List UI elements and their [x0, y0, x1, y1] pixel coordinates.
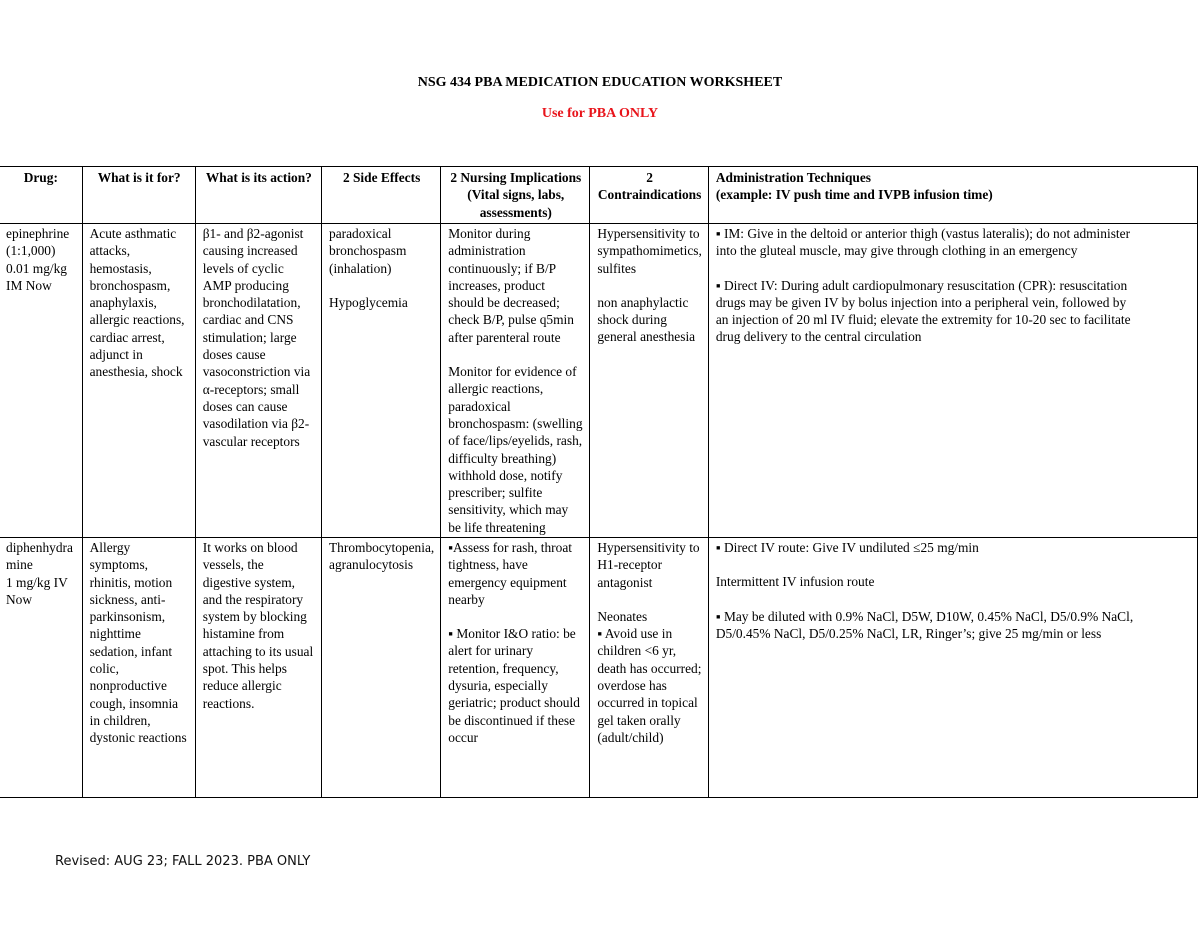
- drug-cell: [0, 538, 82, 798]
- nursing-implication: Monitor during administration continuously; if B/P increases, product should be decreased; check B/P, pulse q5min after parenteral route: [448, 226, 574, 345]
- administration-cell: [708, 538, 1197, 798]
- what-for-cell: Allergy symptoms, rhinitis, motion sickness, anti-parkinsonism, nighttime sedation, infant colic, nonproductive cough, insomnia in children, dystonic reactions: [82, 538, 195, 798]
- contraindications-cell: [590, 538, 709, 798]
- header-admin-title: Administration Techniques: [715, 170, 871, 185]
- drug-route: Now: [6, 591, 33, 607]
- nursing-implication: ▪Assess for rash, throat tightness, have emergency equipment nearby: [448, 540, 573, 607]
- side-effect: Thrombocytopenia, agranulocytosis: [329, 540, 435, 573]
- nursing-implication: ▪ Monitor I&O ratio: be alert for urinary retention, frequency, dysuria, especially geriatric; product should be discontinued if these occur: [448, 626, 580, 745]
- admin-line: drug delivery to the central circulation: [715, 329, 922, 345]
- admin-line: drugs may be given IV by bolus injection into a peripheral vein, followed by: [715, 294, 1127, 310]
- drug-name: epinephrine: [6, 226, 70, 241]
- admin-line: ▪ May be diluted with 0.9% NaCl, D5W, D10W, 0.45% NaCl, D5/0.9% NaCl,: [715, 608, 1134, 624]
- header-action: What is its action?: [195, 167, 321, 224]
- side-effects-cell: [322, 538, 441, 798]
- header-drug: Drug:: [0, 167, 82, 224]
- drug-dose: 1 mg/kg IV: [6, 574, 68, 590]
- header-admin-example: (example: IV push time and IVPB infusion time): [715, 187, 993, 203]
- contraindication: Hypersensitivity to sympathomimetics, sulfites: [597, 226, 702, 276]
- header-administration: [708, 167, 1197, 224]
- side-effect: paradoxical bronchospasm (inhalation): [329, 226, 407, 276]
- action-cell: β1- and β2-agonist causing increased levels of cyclic AMP producing bronchodilatation, cardiac and CNS stimulation; large doses cause vasoconstriction via α-receptors; small doses can cause vasodilation via β2-vascular receptors: [195, 224, 321, 538]
- contraindication: ▪ Avoid use in children <6 yr, death has occurred; overdose has occurred in topical gel taken orally (adult/child): [597, 626, 702, 745]
- admin-line: D5/0.45% NaCl, D5/0.25% NaCl, LR, Ringer’s; give 25 mg/min or less: [715, 625, 1102, 641]
- header-side-effects: 2 Side Effects: [322, 167, 441, 224]
- header-nursing: 2 Nursing Implications (Vital signs, labs, assessments): [441, 167, 590, 224]
- worksheet-title: NSG 434 PBA MEDICATION EDUCATION WORKSHEET: [417, 75, 783, 90]
- contraindication: Hypersensitivity to H1-receptor antagonist: [597, 540, 700, 590]
- admin-line: an injection of 20 ml IV fluid; elevate the extremity for 10-20 sec to facilitate: [715, 312, 1131, 328]
- admin-line: ▪ Direct IV: During adult cardiopulmonary resuscitation (CPR): resuscitation: [715, 277, 1128, 293]
- nursing-implication: Monitor for evidence of allergic reactions, paradoxical bronchospasm: (swelling of face/lips/eyelids, rash, difficulty breathing) withhold dose, notify prescriber; sulfite sensitivity, which may be life threatening: [448, 364, 583, 535]
- drug-route: IM Now: [6, 277, 52, 293]
- drug-name: diphenhydramine: [6, 540, 73, 573]
- what-for-cell: Acute asthmatic attacks, hemostasis, bronchospasm, anaphylaxis, allergic reactions, cardiac arrest, adjunct in anesthesia, shock: [82, 224, 195, 538]
- side-effects-cell: [322, 224, 441, 538]
- drug-concentration: (1:1,000): [6, 243, 56, 259]
- nursing-cell: [441, 224, 590, 538]
- admin-line: into the gluteal muscle, may give through clothing in an emergency: [715, 243, 1078, 259]
- nursing-cell: [441, 538, 590, 798]
- header-row: [0, 167, 1198, 224]
- revision-footer: Revised: AUG 23; FALL 2023. PBA ONLY: [55, 854, 311, 869]
- worksheet-subtitle: Use for PBA ONLY: [541, 106, 659, 121]
- drug-dose: 0.01 mg/kg: [6, 260, 68, 276]
- admin-line: ▪ IM: Give in the deltoid or anterior thigh (vastus lateralis); do not administer: [715, 226, 1131, 241]
- administration-cell: [708, 224, 1197, 538]
- contraindication: non anaphylactic shock during general anesthesia: [597, 294, 696, 345]
- drug-cell: [0, 224, 82, 538]
- header-contraindications: 2 Contraindications: [590, 167, 709, 224]
- header-what-for: What is it for?: [82, 167, 195, 224]
- side-effect: Hypoglycemia: [329, 294, 408, 310]
- admin-line: ▪ Direct IV route: Give IV undiluted ≤25 mg/min: [715, 540, 979, 555]
- table-row: [0, 224, 1198, 538]
- contraindication: Neonates: [597, 608, 648, 624]
- action-cell: It works on blood vessels, the digestive system, and the respiratory system by blocking histamine from attaching to its usual spot. This helps reduce allergic reactions.: [195, 538, 321, 798]
- table-row: [0, 538, 1198, 798]
- admin-line: Intermittent IV infusion route: [715, 574, 875, 590]
- contraindications-cell: [590, 224, 709, 538]
- medication-table: [0, 166, 1198, 798]
